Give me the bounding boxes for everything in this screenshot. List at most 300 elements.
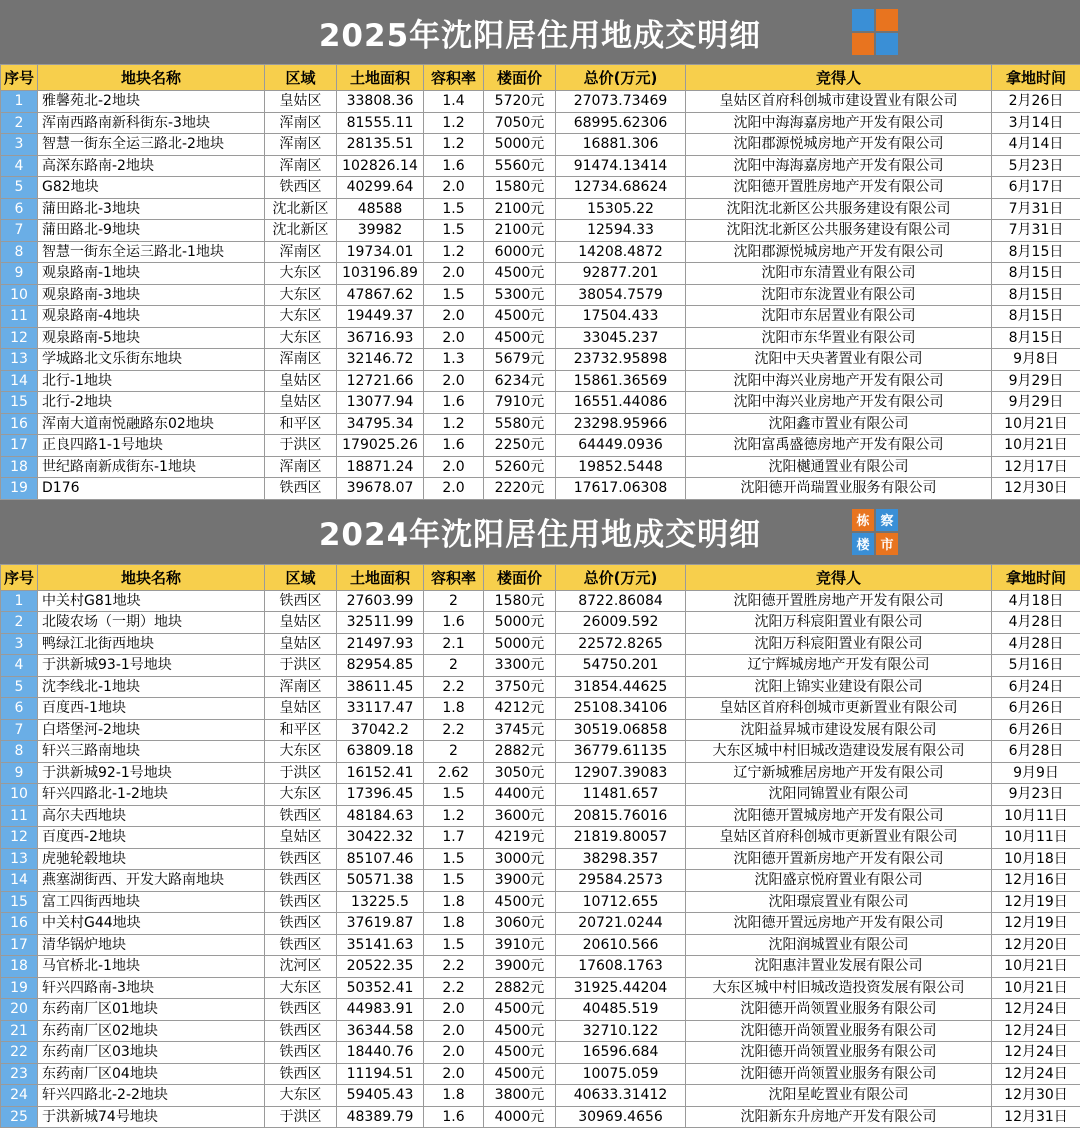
column-header-district: 区域 xyxy=(265,65,337,91)
cell-plot-ratio: 2.0 xyxy=(424,1020,484,1042)
cell-plot-ratio: 1.6 xyxy=(424,435,484,457)
cell-total-price: 23298.95966 xyxy=(556,413,686,435)
cell-acquisition-date: 10月18日 xyxy=(992,848,1080,870)
cell-row-index: 3 xyxy=(1,134,38,156)
cell-winning-bidder: 沈阳鑫市置业有限公司 xyxy=(686,413,992,435)
cell-total-price: 15861.36569 xyxy=(556,370,686,392)
cell-plot-ratio: 2.0 xyxy=(424,370,484,392)
cell-parcel-name: 雅馨苑北-2地块 xyxy=(38,91,265,113)
cell-district: 铁西区 xyxy=(265,590,337,612)
cell-district: 浑南区 xyxy=(265,676,337,698)
cell-total-price: 16881.306 xyxy=(556,134,686,156)
cell-total-price: 12907.39083 xyxy=(556,762,686,784)
section-2025 xyxy=(0,0,1080,500)
column-header-plot-ratio: 容积率 xyxy=(424,65,484,91)
cell-plot-ratio: 1.5 xyxy=(424,784,484,806)
cell-acquisition-date: 4月14日 xyxy=(992,134,1080,156)
cell-parcel-name: 浑南大道南悦融路东02地块 xyxy=(38,413,265,435)
cell-parcel-name: G82地块 xyxy=(38,177,265,199)
cell-land-area: 37042.2 xyxy=(337,719,424,741)
cell-parcel-name: 清华锅炉地块 xyxy=(38,934,265,956)
cell-total-price: 25108.34106 xyxy=(556,698,686,720)
title-banner-2024 xyxy=(0,500,1080,564)
cell-total-price: 91474.13414 xyxy=(556,155,686,177)
cell-row-index: 4 xyxy=(1,155,38,177)
cell-district: 于洪区 xyxy=(265,435,337,457)
cell-winning-bidder: 沈阳中海兴业房地产开发有限公司 xyxy=(686,370,992,392)
cell-floor-price: 2882元 xyxy=(484,741,556,763)
cell-plot-ratio: 2.2 xyxy=(424,977,484,999)
cell-plot-ratio: 1.7 xyxy=(424,827,484,849)
cell-district: 浑南区 xyxy=(265,241,337,263)
cell-total-price: 92877.201 xyxy=(556,263,686,285)
cell-parcel-name: 东药南厂区01地块 xyxy=(38,999,265,1021)
cell-floor-price: 4500元 xyxy=(484,327,556,349)
table-row xyxy=(1,370,1080,392)
cell-parcel-name: 观泉路南-5地块 xyxy=(38,327,265,349)
cell-plot-ratio: 2.62 xyxy=(424,762,484,784)
cell-district: 皇姑区 xyxy=(265,370,337,392)
table-row xyxy=(1,676,1080,698)
cell-acquisition-date: 8月15日 xyxy=(992,306,1080,328)
table-row xyxy=(1,655,1080,677)
cell-district: 浑南区 xyxy=(265,155,337,177)
cell-winning-bidder: 沈阳上锦实业建设有限公司 xyxy=(686,676,992,698)
cell-district: 浑南区 xyxy=(265,349,337,371)
cell-total-price: 40633.31412 xyxy=(556,1085,686,1107)
cell-acquisition-date: 12月24日 xyxy=(992,1063,1080,1085)
cell-parcel-name: 世纪路南新成街东-1地块 xyxy=(38,456,265,478)
cell-row-index: 8 xyxy=(1,741,38,763)
cell-district: 铁西区 xyxy=(265,1063,337,1085)
cell-land-area: 47867.62 xyxy=(337,284,424,306)
cell-acquisition-date: 9月8日 xyxy=(992,349,1080,371)
cell-land-area: 11194.51 xyxy=(337,1063,424,1085)
cell-acquisition-date: 6月24日 xyxy=(992,676,1080,698)
cell-plot-ratio: 1.5 xyxy=(424,284,484,306)
column-header-district: 区域 xyxy=(265,564,337,590)
cell-land-area: 21497.93 xyxy=(337,633,424,655)
cell-acquisition-date: 12月24日 xyxy=(992,999,1080,1021)
cell-land-area: 33808.36 xyxy=(337,91,424,113)
cell-floor-price: 3900元 xyxy=(484,956,556,978)
cell-floor-price: 4219元 xyxy=(484,827,556,849)
cell-district: 浑南区 xyxy=(265,456,337,478)
cell-land-area: 102826.14 xyxy=(337,155,424,177)
cell-district: 沈河区 xyxy=(265,956,337,978)
column-header-floor-price: 楼面价 xyxy=(484,564,556,590)
table-row xyxy=(1,913,1080,935)
cell-winning-bidder: 沈阳中海海嘉房地产开发有限公司 xyxy=(686,155,992,177)
cell-acquisition-date: 6月26日 xyxy=(992,698,1080,720)
cell-parcel-name: 于洪新城93-1号地块 xyxy=(38,655,265,677)
table-row xyxy=(1,284,1080,306)
column-header-floor-price: 楼面价 xyxy=(484,65,556,91)
cell-row-index: 15 xyxy=(1,891,38,913)
cell-acquisition-date: 10月21日 xyxy=(992,435,1080,457)
cell-parcel-name: 百度西-2地块 xyxy=(38,827,265,849)
cell-district: 铁西区 xyxy=(265,870,337,892)
cell-row-index: 2 xyxy=(1,112,38,134)
cell-row-index: 14 xyxy=(1,870,38,892)
cell-district: 沈北新区 xyxy=(265,198,337,220)
cell-acquisition-date: 8月15日 xyxy=(992,284,1080,306)
cell-district: 于洪区 xyxy=(265,655,337,677)
cell-land-area: 13225.5 xyxy=(337,891,424,913)
table-row xyxy=(1,848,1080,870)
cell-winning-bidder: 沈阳中海海嘉房地产开发有限公司 xyxy=(686,112,992,134)
cell-land-area: 63809.18 xyxy=(337,741,424,763)
table-row xyxy=(1,590,1080,612)
cell-acquisition-date: 10月11日 xyxy=(992,805,1080,827)
cell-land-area: 85107.46 xyxy=(337,848,424,870)
cell-acquisition-date: 10月11日 xyxy=(992,827,1080,849)
section-2024 xyxy=(0,500,1080,1129)
cell-acquisition-date: 6月26日 xyxy=(992,719,1080,741)
cell-winning-bidder: 沈阳新东升房地产开发有限公司 xyxy=(686,1106,992,1128)
cell-land-area: 59405.43 xyxy=(337,1085,424,1107)
cell-row-index: 11 xyxy=(1,306,38,328)
cell-acquisition-date: 4月28日 xyxy=(992,633,1080,655)
cell-plot-ratio: 2.0 xyxy=(424,478,484,500)
cell-winning-bidder: 沈阳润城置业有限公司 xyxy=(686,934,992,956)
cell-district: 于洪区 xyxy=(265,762,337,784)
cell-district: 皇姑区 xyxy=(265,392,337,414)
cell-floor-price: 2100元 xyxy=(484,198,556,220)
cell-land-area: 37619.87 xyxy=(337,913,424,935)
land-table-2025 xyxy=(0,64,1080,500)
cell-district: 皇姑区 xyxy=(265,698,337,720)
cell-district: 于洪区 xyxy=(265,1106,337,1128)
cell-row-index: 5 xyxy=(1,177,38,199)
cell-land-area: 50352.41 xyxy=(337,977,424,999)
cell-floor-price: 4500元 xyxy=(484,306,556,328)
cell-winning-bidder: 辽宁新城雅居房地产开发有限公司 xyxy=(686,762,992,784)
cell-total-price: 20815.76016 xyxy=(556,805,686,827)
cell-district: 铁西区 xyxy=(265,913,337,935)
cell-land-area: 20522.35 xyxy=(337,956,424,978)
cell-district: 铁西区 xyxy=(265,1042,337,1064)
cell-plot-ratio: 2.2 xyxy=(424,719,484,741)
cell-land-area: 12721.66 xyxy=(337,370,424,392)
column-header-winning-bidder: 竞得人 xyxy=(686,65,992,91)
cell-row-index: 13 xyxy=(1,848,38,870)
cell-plot-ratio: 1.5 xyxy=(424,198,484,220)
cell-row-index: 3 xyxy=(1,633,38,655)
table-body-2025 xyxy=(1,91,1080,500)
cell-plot-ratio: 2 xyxy=(424,655,484,677)
cell-parcel-name: 百度西-1地块 xyxy=(38,698,265,720)
cell-acquisition-date: 3月14日 xyxy=(992,112,1080,134)
cell-floor-price: 3745元 xyxy=(484,719,556,741)
cell-parcel-name: 轩兴四路南-3地块 xyxy=(38,977,265,999)
cell-winning-bidder: 沈阳德开尚领置业服务有限公司 xyxy=(686,1020,992,1042)
cell-winning-bidder: 沈阳沈北新区公共服务建设有限公司 xyxy=(686,220,992,242)
cell-parcel-name: 轩兴三路南地块 xyxy=(38,741,265,763)
cell-district: 大东区 xyxy=(265,741,337,763)
cell-floor-price: 4000元 xyxy=(484,1106,556,1128)
cell-winning-bidder: 沈阳樾通置业有限公司 xyxy=(686,456,992,478)
cell-winning-bidder: 沈阳万科宸阳置业有限公司 xyxy=(686,633,992,655)
cell-row-index: 7 xyxy=(1,719,38,741)
cell-floor-price: 2220元 xyxy=(484,478,556,500)
cell-plot-ratio: 1.5 xyxy=(424,848,484,870)
cell-parcel-name: 中关村G81地块 xyxy=(38,590,265,612)
cell-floor-price: 3750元 xyxy=(484,676,556,698)
column-header-land-area: 土地面积 xyxy=(337,65,424,91)
cell-acquisition-date: 9月29日 xyxy=(992,392,1080,414)
cell-plot-ratio: 1.2 xyxy=(424,134,484,156)
cell-land-area: 48389.79 xyxy=(337,1106,424,1128)
table-row xyxy=(1,891,1080,913)
cell-total-price: 29584.2573 xyxy=(556,870,686,892)
cell-winning-bidder: 沈阳同锦置业有限公司 xyxy=(686,784,992,806)
cell-floor-price: 3900元 xyxy=(484,870,556,892)
brand-logo-2025 xyxy=(852,9,898,55)
cell-district: 大东区 xyxy=(265,327,337,349)
cell-winning-bidder: 皇姑区首府科创城市更新置业有限公司 xyxy=(686,698,992,720)
cell-total-price: 15305.22 xyxy=(556,198,686,220)
cell-land-area: 34795.34 xyxy=(337,413,424,435)
cell-floor-price: 3600元 xyxy=(484,805,556,827)
table-header-2025 xyxy=(1,65,1080,91)
cell-parcel-name: 沈李线北-1地块 xyxy=(38,676,265,698)
cell-total-price: 32710.122 xyxy=(556,1020,686,1042)
cell-plot-ratio: 2.0 xyxy=(424,456,484,478)
cell-district: 和平区 xyxy=(265,719,337,741)
cell-row-index: 10 xyxy=(1,284,38,306)
cell-row-index: 12 xyxy=(1,327,38,349)
cell-winning-bidder: 沈阳德开尚瑞置业服务有限公司 xyxy=(686,478,992,500)
cell-floor-price: 5300元 xyxy=(484,284,556,306)
cell-parcel-name: 中关村G44地块 xyxy=(38,913,265,935)
cell-parcel-name: 马官桥北-1地块 xyxy=(38,956,265,978)
cell-total-price: 17504.433 xyxy=(556,306,686,328)
cell-total-price: 54750.201 xyxy=(556,655,686,677)
cell-floor-price: 2250元 xyxy=(484,435,556,457)
cell-winning-bidder: 沈阳中天央著置业有限公司 xyxy=(686,349,992,371)
cell-row-index: 24 xyxy=(1,1085,38,1107)
cell-winning-bidder: 沈阳市东居置业有限公司 xyxy=(686,306,992,328)
cell-floor-price: 5720元 xyxy=(484,91,556,113)
cell-land-area: 16152.41 xyxy=(337,762,424,784)
cell-floor-price: 5679元 xyxy=(484,349,556,371)
cell-plot-ratio: 1.5 xyxy=(424,220,484,242)
cell-total-price: 17617.06308 xyxy=(556,478,686,500)
column-header-row-index: 序号 xyxy=(1,65,38,91)
cell-row-index: 25 xyxy=(1,1106,38,1128)
cell-acquisition-date: 6月17日 xyxy=(992,177,1080,199)
table-row xyxy=(1,478,1080,500)
cell-winning-bidder: 沈阳市东华置业有限公司 xyxy=(686,327,992,349)
cell-acquisition-date: 7月31日 xyxy=(992,220,1080,242)
cell-acquisition-date: 10月21日 xyxy=(992,956,1080,978)
column-header-row-index: 序号 xyxy=(1,564,38,590)
table-row xyxy=(1,1063,1080,1085)
cell-floor-price: 3060元 xyxy=(484,913,556,935)
cell-land-area: 17396.45 xyxy=(337,784,424,806)
table-row xyxy=(1,1042,1080,1064)
table-row xyxy=(1,456,1080,478)
cell-floor-price: 4400元 xyxy=(484,784,556,806)
cell-acquisition-date: 9月29日 xyxy=(992,370,1080,392)
table-row xyxy=(1,349,1080,371)
cell-plot-ratio: 1.6 xyxy=(424,392,484,414)
cell-plot-ratio: 1.8 xyxy=(424,698,484,720)
cell-winning-bidder: 沈阳郡源悦城房地产开发有限公司 xyxy=(686,241,992,263)
page-title-2024: 2024年沈阳居住用地成交明细 xyxy=(318,517,762,553)
cell-total-price: 12734.68624 xyxy=(556,177,686,199)
cell-winning-bidder: 沈阳富禹盛德房地产开发有限公司 xyxy=(686,435,992,457)
cell-plot-ratio: 1.2 xyxy=(424,805,484,827)
cell-plot-ratio: 1.2 xyxy=(424,241,484,263)
cell-winning-bidder: 沈阳万科宸阳置业有限公司 xyxy=(686,612,992,634)
cell-floor-price: 5560元 xyxy=(484,155,556,177)
cell-district: 大东区 xyxy=(265,263,337,285)
cell-winning-bidder: 沈阳德开置远房地产开发有限公司 xyxy=(686,913,992,935)
cell-total-price: 22572.8265 xyxy=(556,633,686,655)
cell-acquisition-date: 2月26日 xyxy=(992,91,1080,113)
table-row xyxy=(1,827,1080,849)
cell-parcel-name: 富工四街西地块 xyxy=(38,891,265,913)
cell-row-index: 9 xyxy=(1,263,38,285)
cell-district: 铁西区 xyxy=(265,478,337,500)
cell-row-index: 4 xyxy=(1,655,38,677)
cell-row-index: 20 xyxy=(1,999,38,1021)
cell-winning-bidder: 辽宁辉城房地产开发有限公司 xyxy=(686,655,992,677)
cell-acquisition-date: 12月19日 xyxy=(992,913,1080,935)
cell-floor-price: 3910元 xyxy=(484,934,556,956)
cell-total-price: 16551.44086 xyxy=(556,392,686,414)
cell-land-area: 32511.99 xyxy=(337,612,424,634)
cell-floor-price: 5260元 xyxy=(484,456,556,478)
cell-acquisition-date: 12月24日 xyxy=(992,1020,1080,1042)
cell-parcel-name: D176 xyxy=(38,478,265,500)
cell-winning-bidder: 沈阳德开置胜房地产开发有限公司 xyxy=(686,177,992,199)
column-header-parcel-name: 地块名称 xyxy=(38,564,265,590)
cell-row-index: 18 xyxy=(1,956,38,978)
cell-parcel-name: 智慧一街东全运三路北-2地块 xyxy=(38,134,265,156)
column-header-land-area: 土地面积 xyxy=(337,564,424,590)
cell-parcel-name: 虎驰轮毂地块 xyxy=(38,848,265,870)
cell-acquisition-date: 4月18日 xyxy=(992,590,1080,612)
cell-row-index: 22 xyxy=(1,1042,38,1064)
cell-row-index: 6 xyxy=(1,198,38,220)
cell-row-index: 19 xyxy=(1,478,38,500)
cell-winning-bidder: 皇姑区首府科创城市建设置业有限公司 xyxy=(686,91,992,113)
cell-total-price: 23732.95898 xyxy=(556,349,686,371)
cell-land-area: 40299.64 xyxy=(337,177,424,199)
cell-floor-price: 2100元 xyxy=(484,220,556,242)
cell-total-price: 64449.0936 xyxy=(556,435,686,457)
cell-floor-price: 6234元 xyxy=(484,370,556,392)
cell-land-area: 50571.38 xyxy=(337,870,424,892)
table-row xyxy=(1,134,1080,156)
title-banner-2025 xyxy=(0,0,1080,64)
table-row xyxy=(1,934,1080,956)
page-title-2025: 2025年沈阳居住用地成交明细 xyxy=(318,17,762,54)
cell-winning-bidder: 沈阳德开尚领置业服务有限公司 xyxy=(686,999,992,1021)
cell-plot-ratio: 2.0 xyxy=(424,999,484,1021)
cell-land-area: 81555.11 xyxy=(337,112,424,134)
cell-acquisition-date: 8月15日 xyxy=(992,263,1080,285)
cell-parcel-name: 北陵农场（一期）地块 xyxy=(38,612,265,634)
cell-acquisition-date: 5月23日 xyxy=(992,155,1080,177)
cell-plot-ratio: 2 xyxy=(424,590,484,612)
cell-plot-ratio: 2.0 xyxy=(424,263,484,285)
cell-land-area: 36344.58 xyxy=(337,1020,424,1042)
cell-land-area: 35141.63 xyxy=(337,934,424,956)
cell-parcel-name: 高尔夫西地块 xyxy=(38,805,265,827)
cell-total-price: 20721.0244 xyxy=(556,913,686,935)
table-row xyxy=(1,435,1080,457)
cell-row-index: 15 xyxy=(1,392,38,414)
cell-winning-bidder: 沈阳德开置胜房地产开发有限公司 xyxy=(686,590,992,612)
cell-floor-price: 3300元 xyxy=(484,655,556,677)
column-header-winning-bidder: 竞得人 xyxy=(686,564,992,590)
cell-total-price: 68995.62306 xyxy=(556,112,686,134)
cell-floor-price: 4500元 xyxy=(484,999,556,1021)
table-row xyxy=(1,805,1080,827)
table-row xyxy=(1,112,1080,134)
table-row xyxy=(1,91,1080,113)
cell-district: 浑南区 xyxy=(265,112,337,134)
cell-row-index: 19 xyxy=(1,977,38,999)
cell-plot-ratio: 2.0 xyxy=(424,177,484,199)
cell-total-price: 38054.7579 xyxy=(556,284,686,306)
cell-winning-bidder: 沈阳沈北新区公共服务建设有限公司 xyxy=(686,198,992,220)
cell-winning-bidder: 沈阳德开尚领置业服务有限公司 xyxy=(686,1063,992,1085)
cell-district: 铁西区 xyxy=(265,934,337,956)
cell-total-price: 10075.059 xyxy=(556,1063,686,1085)
cell-plot-ratio: 2.0 xyxy=(424,327,484,349)
cell-floor-price: 7050元 xyxy=(484,112,556,134)
cell-parcel-name: 学城路北文乐街东地块 xyxy=(38,349,265,371)
table-body-2024 xyxy=(1,590,1080,1128)
cell-district: 皇姑区 xyxy=(265,612,337,634)
cell-row-index: 5 xyxy=(1,676,38,698)
cell-row-index: 23 xyxy=(1,1063,38,1085)
cell-floor-price: 5580元 xyxy=(484,413,556,435)
cell-plot-ratio: 1.5 xyxy=(424,934,484,956)
cell-floor-price: 4500元 xyxy=(484,263,556,285)
table-row xyxy=(1,198,1080,220)
cell-acquisition-date: 8月15日 xyxy=(992,327,1080,349)
cell-total-price: 11481.657 xyxy=(556,784,686,806)
cell-plot-ratio: 2.2 xyxy=(424,676,484,698)
cell-parcel-name: 鸭绿江北街西地块 xyxy=(38,633,265,655)
cell-floor-price: 1580元 xyxy=(484,177,556,199)
cell-parcel-name: 轩兴四路北-2-2地块 xyxy=(38,1085,265,1107)
cell-land-area: 32146.72 xyxy=(337,349,424,371)
table-row xyxy=(1,719,1080,741)
cell-district: 铁西区 xyxy=(265,805,337,827)
cell-district: 铁西区 xyxy=(265,1020,337,1042)
table-row xyxy=(1,698,1080,720)
column-header-total-price: 总价(万元) xyxy=(556,65,686,91)
cell-land-area: 18871.24 xyxy=(337,456,424,478)
cell-row-index: 14 xyxy=(1,370,38,392)
cell-land-area: 19449.37 xyxy=(337,306,424,328)
cell-district: 铁西区 xyxy=(265,999,337,1021)
cell-floor-price: 3000元 xyxy=(484,848,556,870)
table-row xyxy=(1,263,1080,285)
cell-total-price: 30969.4656 xyxy=(556,1106,686,1128)
table-row xyxy=(1,1085,1080,1107)
cell-acquisition-date: 12月30日 xyxy=(992,1085,1080,1107)
cell-row-index: 8 xyxy=(1,241,38,263)
cell-floor-price: 4212元 xyxy=(484,698,556,720)
